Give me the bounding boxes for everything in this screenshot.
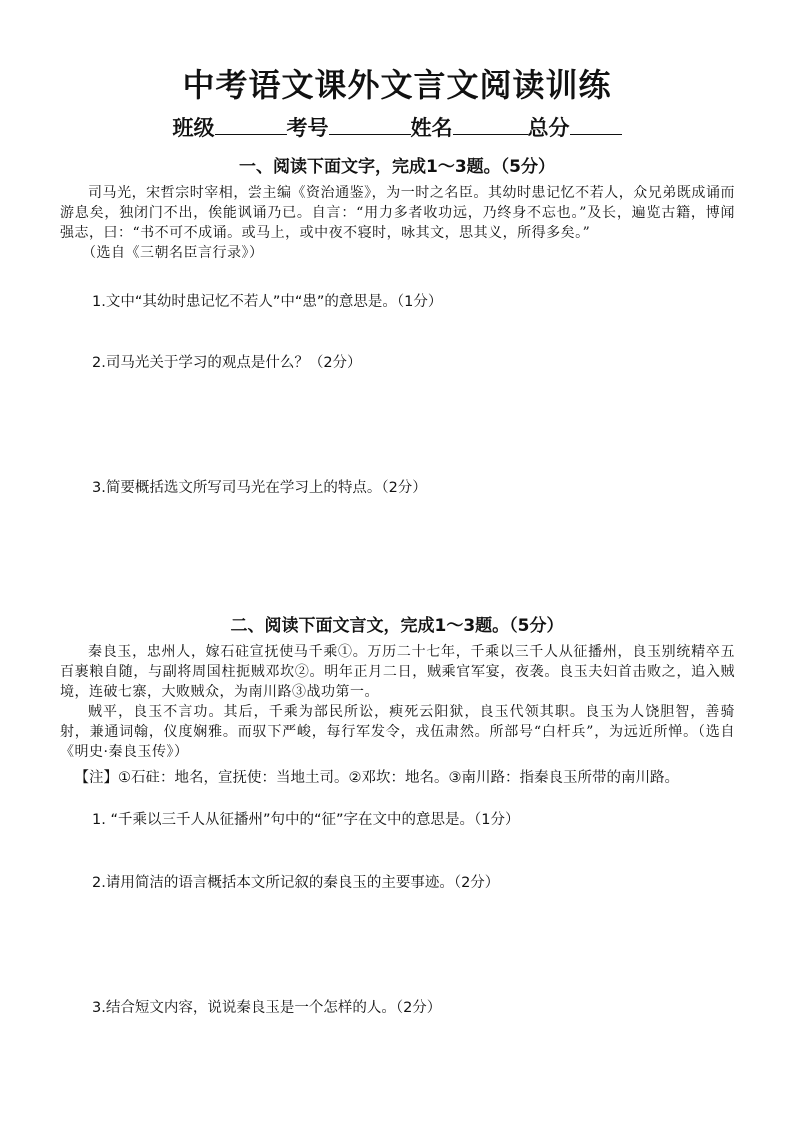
section2-para-2: 贼平，良玉不言功。其后，千乘为部民所讼，瘐死云阳狱，良玉代领其职。良玉为人饶胆智，善骑射，兼通词翰，仪度娴雅。而驭下严峻，每行军发令，戎伍肃然。所部号“白杆兵”，为远近所惮。（选自《明史·秦良玉传》）: [60, 704, 735, 760]
s1-question-2: 2.司马光关于学习的观点是什么？（2分）: [92, 355, 362, 371]
exam-no-blank[interactable]: [329, 114, 411, 135]
exam-no-label: 考号: [286, 116, 329, 140]
class-label: 班级: [172, 116, 215, 140]
section2-note: 【注】①石砫：地名，宣抚使：当地土司。②邓坎：地名。③南川路：指秦良玉所带的南川路。: [74, 770, 679, 786]
section2-passage: [60, 642, 735, 762]
class-blank[interactable]: [215, 114, 287, 135]
page-title: 中考语文课外文言文阅读训练: [182, 66, 612, 104]
student-info-line: [0, 112, 794, 142]
total-blank[interactable]: [570, 114, 622, 135]
section1-source: （选自《三朝名臣言行录》）: [82, 245, 264, 261]
section1-heading: 一、阅读下面文字，完成1～3题。（5分）: [239, 157, 555, 177]
section2-heading: 二、阅读下面文言文，完成1～3题。（5分）: [230, 616, 564, 636]
s1-question-1: 1.文中“其幼时患记忆不若人”中“患”的意思是。（1分）: [92, 294, 443, 310]
s2-question-2: 2.请用简洁的语言概括本文所记叙的秦良玉的主要事迹。（2分）: [92, 875, 500, 891]
section2-para-1: 秦良玉，忠州人，嫁石砫宣抚使马千乘①。万历二十七年，千乘以三千人从征播州，良玉别统精卒五百裹粮自随，与副将周国柱扼贼邓坎②。明年正月二日，贼乘官军宴，夜袭。良玉夫妇首击败之，追入贼境，连破七寨，大败贼众，为南川路③战功第一。: [60, 644, 735, 700]
name-blank[interactable]: [453, 114, 528, 135]
section1-passage-text: 司马光，宋哲宗时宰相，尝主编《资治通鉴》，为一时之名臣。其幼时患记忆不若人，众兄弟既成诵而游息矣，独闭门不出，俟能讽诵乃已。自言：“用力多者收功远，乃终身不忘也。”及长，遍览古籍，博闻强志，曰：“书不可不成诵。或马上，或中夜不寝时，咏其文，思其义，所得多矣。”: [60, 185, 735, 241]
s1-question-3: 3.简要概括选文所写司马光在学习上的特点。（2分）: [92, 480, 427, 496]
section1-passage: [60, 183, 735, 263]
total-label: 总分: [527, 116, 570, 140]
s2-question-1: 1. “千乘以三千人从征播州”句中的“征”字在文中的意思是。（1分）: [92, 812, 520, 828]
s2-question-3: 3.结合短文内容，说说秦良玉是一个怎样的人。（2分）: [92, 1000, 442, 1016]
name-label: 姓名: [410, 116, 453, 140]
